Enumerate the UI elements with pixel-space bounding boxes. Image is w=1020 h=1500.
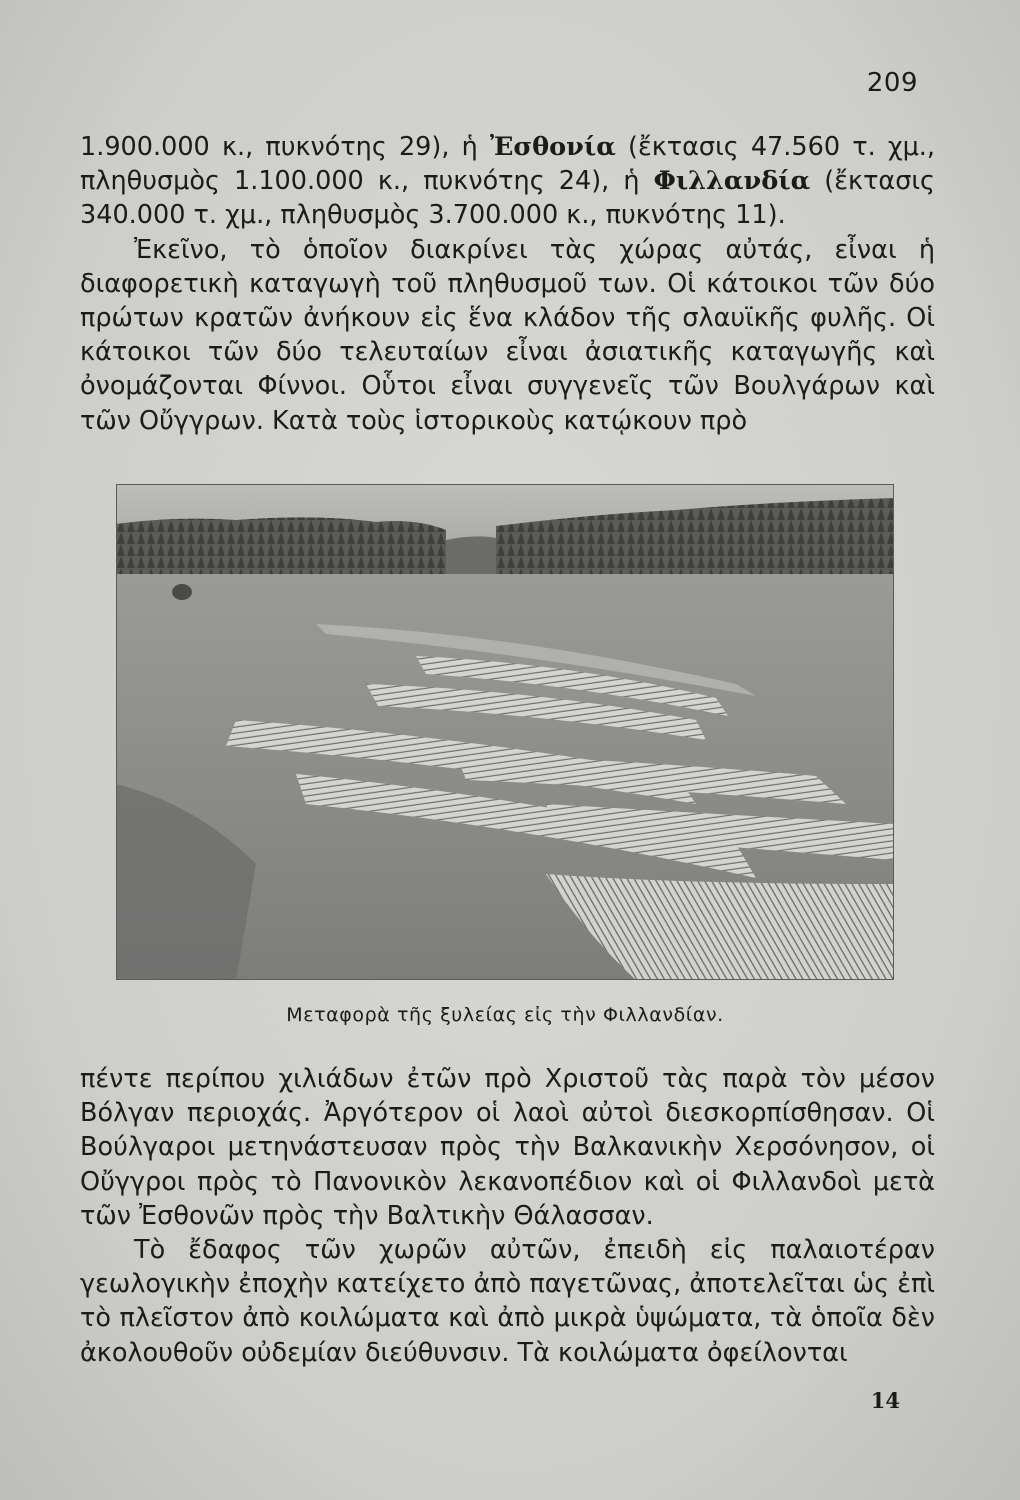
timber-rafts-photo-image [116,484,894,980]
bottom-text-block [80,1062,935,1370]
page-number: 209 [866,68,918,98]
photo-timber-transport [116,484,894,980]
paragraph-population-figures [80,130,935,233]
printer-signature-mark: 14 [870,1388,900,1413]
figure-caption: Μεταφορὰ τῆς ξυλείας εἰς τὴν Φιλλανδίαν. [286,1004,724,1026]
paragraph-text-run: (ἔκτασις 340.000 τ. χμ., πληθυσμὸς 3.700.000 κ., πυκνότης 11). [80,166,935,231]
paragraph-text-run: (ἔκτασις 47.560 τ. χμ., πληθυσμὸς 1.100.000 κ., πυκνότης 24), ἡ [80,132,935,197]
paragraph-terrain: Τὸ ἔδαφος τῶν χωρῶν αὐτῶν, ἐπειδὴ εἰς παλαιοτέραν γεωλογικὴν ἐποχὴν κατείχετο ἀπὸ παγετῶνας, ἀποτελεῖται ὡς ἐπὶ τὸ πλεῖστον ἀπὸ κοιλώματα καὶ ἀπὸ μικρὰ ὑψώματα, τὰ ὁποῖα δὲν ἀκολουθοῦν οὐδεμίαν διεύθυνσιν. Τὰ κοιλώματα ὀφείλονται [80,1235,935,1368]
paragraph-text-run: 1.900.000 κ., πυκνότης 29), ἡ [80,132,490,162]
country-name-highlight: Ἐσθονία [489,132,616,162]
paragraph-origin: Ἐκεῖνο, τὸ ὁποῖον διακρίνει τὰς χώρας αὐτάς, εἶναι ἡ διαφορετικὴ καταγωγὴ τοῦ πληθυσμοῦ των. Οἱ κάτοικοι τῶν δύο πρώτων κρατῶν ἀνήκουν εἰς ἕνα κλάδον τῆς σλαυϊκῆς φυλῆς. Οἱ κάτοικοι τῶν δύο τελευταίων εἶναι ἀσιατικῆς καταγωγῆς καὶ ὀνομάζονται Φίννοι. Οὗτοι εἶναι συγγενεῖς τῶν Βουλγάρων καὶ τῶν Οὔγγρων. Κατὰ τοὺς ἱστορικοὺς κατῴκουν πρὸ [80,234,935,436]
top-text-block [80,130,935,438]
country-name-highlight: Φιλλανδία [653,166,811,197]
paragraph-migration: πέντε περίπου χιλιάδων ἐτῶν πρὸ Χριστοῦ τὰς παρὰ τὸν μέσον Βόλγαν περιοχάς. Ἀργότερον οἱ λαοὶ αὐτοὶ διεσκορπίσθησαν. Οἱ Βούλγαροι μετηνάστευσαν πρὸς τὴν Βαλκανικὴν Χερσόνησον, οἱ Οὔγγροι πρὸς τὸ Πανονικὸν λεκανοπέδιον καὶ οἱ Φιλλανδοὶ μετὰ τῶν Ἐσθονῶν πρὸς τὴν Βαλτικὴν Θάλασσαν. [80,1064,935,1231]
